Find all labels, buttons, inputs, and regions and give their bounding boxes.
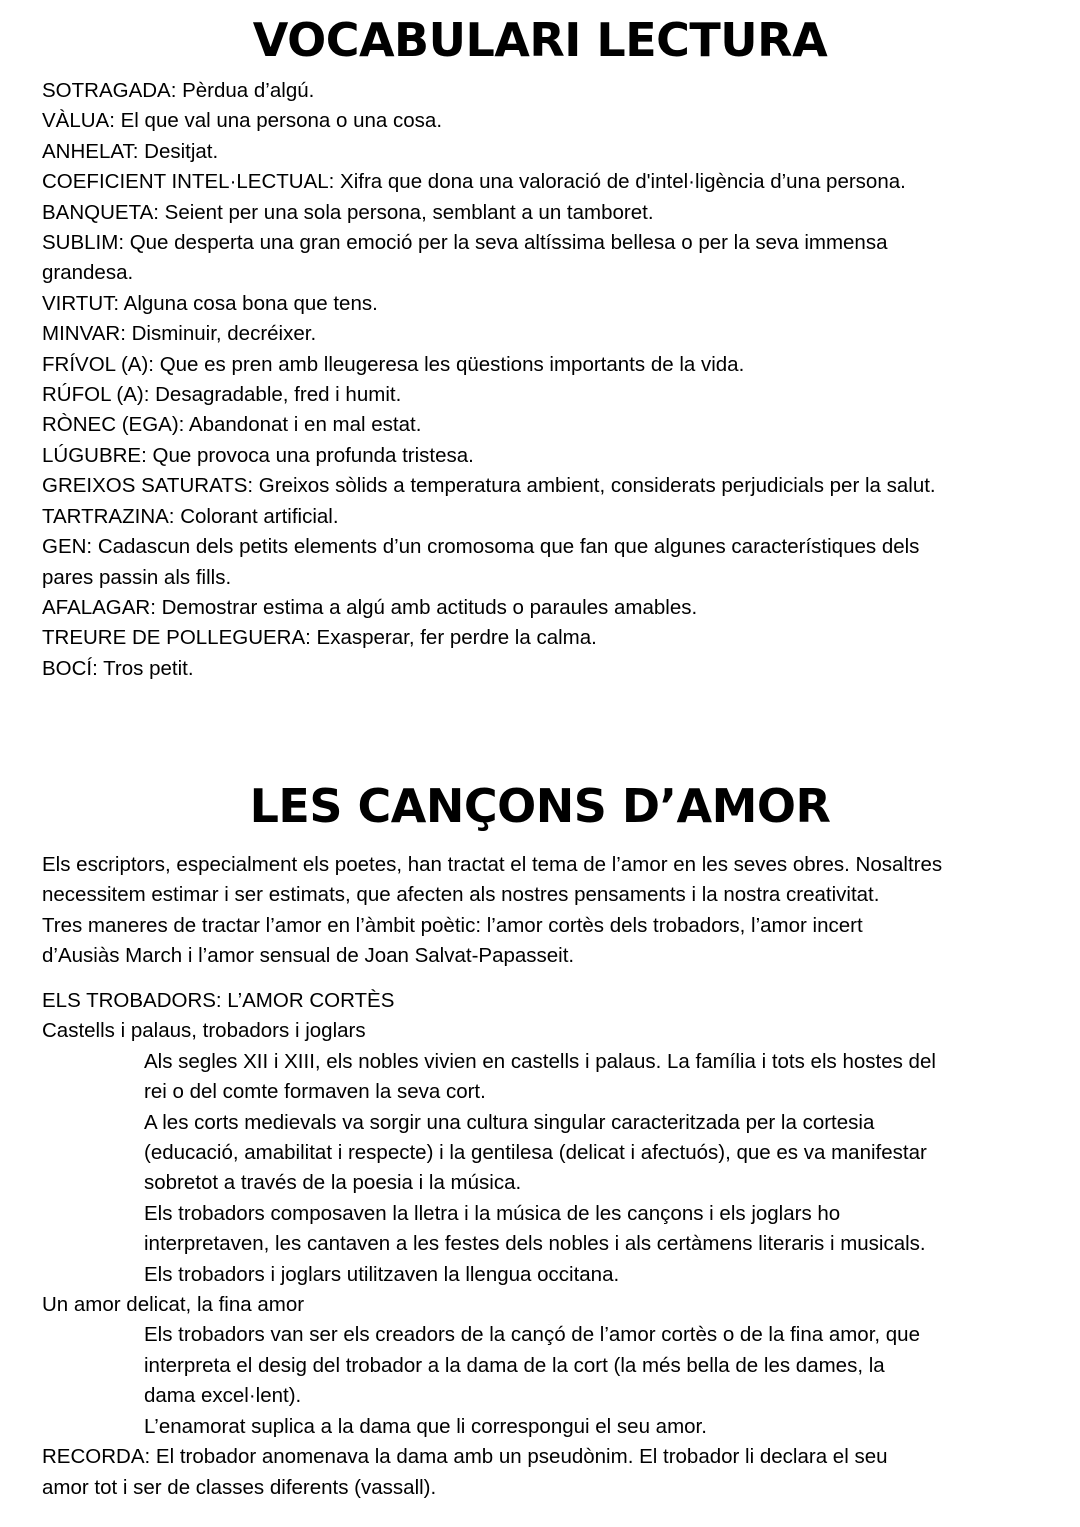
paragraph-line: (educació, amabilitat i respecte) i la gentilesa (delicat i afectuós), que es va manifestar bbox=[144, 1141, 927, 1165]
intro-line: d’Ausiàs March i l’amor sensual de Joan Salvat-Papasseit. bbox=[42, 944, 575, 968]
paragraph-line: Als segles XII i XIII, els nobles vivien en castells i palaus. La família i tots els hostes del bbox=[144, 1049, 936, 1073]
vocab-line: SOTRAGADA: Pèrdua d’algú. bbox=[42, 79, 315, 102]
paragraph-line: interpretaven, les cantaven a les festes dels nobles i als certàmens literaris i musicals. bbox=[144, 1232, 926, 1256]
vocab-line: ANHELAT: Desitjat. bbox=[42, 139, 219, 163]
recorda-line: amor tot i ser de classes diferents (vassall). bbox=[42, 1475, 437, 1499]
intro-line: necessitem estimar i ser estimats, que afecten als nostres pensaments i la nostra creativitat. bbox=[42, 883, 880, 907]
vocab-line: BOCÍ: Tros petit. bbox=[42, 656, 194, 680]
love-songs-title: LES CANÇONS D’AMOR bbox=[249, 779, 831, 833]
vocab-line: MINVAR: Disminuir, decréixer. bbox=[42, 322, 317, 346]
paragraph-line: dama excel·lent). bbox=[144, 1384, 302, 1408]
vocab-line: TARTRAZINA: Colorant artificial. bbox=[42, 504, 339, 528]
paragraph-line: Els trobadors composaven la lletra i la música de les cançons i els joglars ho bbox=[144, 1201, 841, 1225]
troubadours-section bbox=[42, 986, 1042, 1503]
vocab-line: AFALAGAR: Demostrar estima a algú amb actituds o paraules amables. bbox=[42, 595, 698, 619]
vocab-line: pares passin als fills. bbox=[42, 565, 232, 589]
vocab-line: GEN: Cadascun dels petits elements d’un cromosoma que fan que algunes característiques dels bbox=[42, 535, 920, 559]
vocab-line: COEFICIENT INTEL·LECTUAL: Xifra que dona una valoració de d'intel·ligència d’una persona. bbox=[42, 170, 906, 194]
subheading-fina-amor: Un amor delicat, la fina amor bbox=[42, 1293, 305, 1317]
subheading-castles: Castells i palaus, trobadors i joglars bbox=[42, 1019, 366, 1043]
paragraph-line: rei o del comte formaven la seva cort. bbox=[144, 1080, 486, 1104]
vocab-line: SUBLIM: Que desperta una gran emoció per la seva altíssima bellesa o per la seva immensa bbox=[42, 231, 888, 255]
vocab-line: RÒNEC (EGA): Abandonat i en mal estat. bbox=[42, 413, 422, 437]
vocab-line: grandesa. bbox=[42, 261, 134, 285]
vocab-line: TREURE DE POLLEGUERA: Exasperar, fer perdre la calma. bbox=[42, 626, 597, 650]
intro-line: Els escriptors, especialment els poetes, han tractat el tema de l’amor en les seves obres. Nosaltres bbox=[42, 853, 943, 876]
vocab-line: GREIXOS SATURATS: Greixos sòlids a temperatura ambient, considerats perjudicials per la salut. bbox=[42, 474, 936, 498]
paragraph-line: A les corts medievals va sorgir una cultura singular caracteritzada per la cortesia bbox=[144, 1110, 875, 1134]
paragraph-line: sobretot a través de la poesia i la música. bbox=[144, 1171, 522, 1195]
paragraph-line: Els trobadors van ser els creadors de la cançó de l’amor cortès o de la fina amor, que bbox=[144, 1323, 920, 1347]
vocab-line: BANQUETA: Seient per una sola persona, semblant a un tamboret. bbox=[42, 200, 654, 224]
vocab-line: FRÍVOL (A): Que es pren amb lleugeresa les qüestions importants de la vida. bbox=[42, 352, 745, 376]
section-heading: ELS TROBADORS: L’AMOR CORTÈS bbox=[42, 989, 395, 1012]
paragraph-line: interpreta el desig del trobador a la dama de la cort (la més bella de les dames, la bbox=[144, 1353, 885, 1377]
vocabulary-title: VOCABULARI LECTURA bbox=[252, 13, 828, 67]
vocab-line: LÚGUBRE: Que provoca una profunda tristesa. bbox=[42, 443, 474, 467]
vocab-line: RÚFOL (A): Desagradable, fred i humit. bbox=[42, 383, 402, 407]
paragraph-line: Els trobadors i joglars utilitzaven la llengua occitana. bbox=[144, 1262, 620, 1286]
intro-line: Tres maneres de tractar l’amor en l’àmbit poètic: l’amor cortès dels trobadors, l’amor incert bbox=[42, 913, 863, 937]
vocabulary-list bbox=[42, 76, 1042, 684]
intro-paragraph bbox=[42, 850, 1057, 972]
recorda-line: RECORDA: El trobador anomenava la dama amb un pseudònim. El trobador li declara el seu bbox=[42, 1445, 888, 1469]
vocab-line: VÀLUA: El que val una persona o una cosa. bbox=[42, 109, 443, 133]
vocab-line: VIRTUT: Alguna cosa bona que tens. bbox=[42, 291, 378, 315]
paragraph-line: L’enamorat suplica a la dama que li correspongui el seu amor. bbox=[144, 1414, 707, 1438]
